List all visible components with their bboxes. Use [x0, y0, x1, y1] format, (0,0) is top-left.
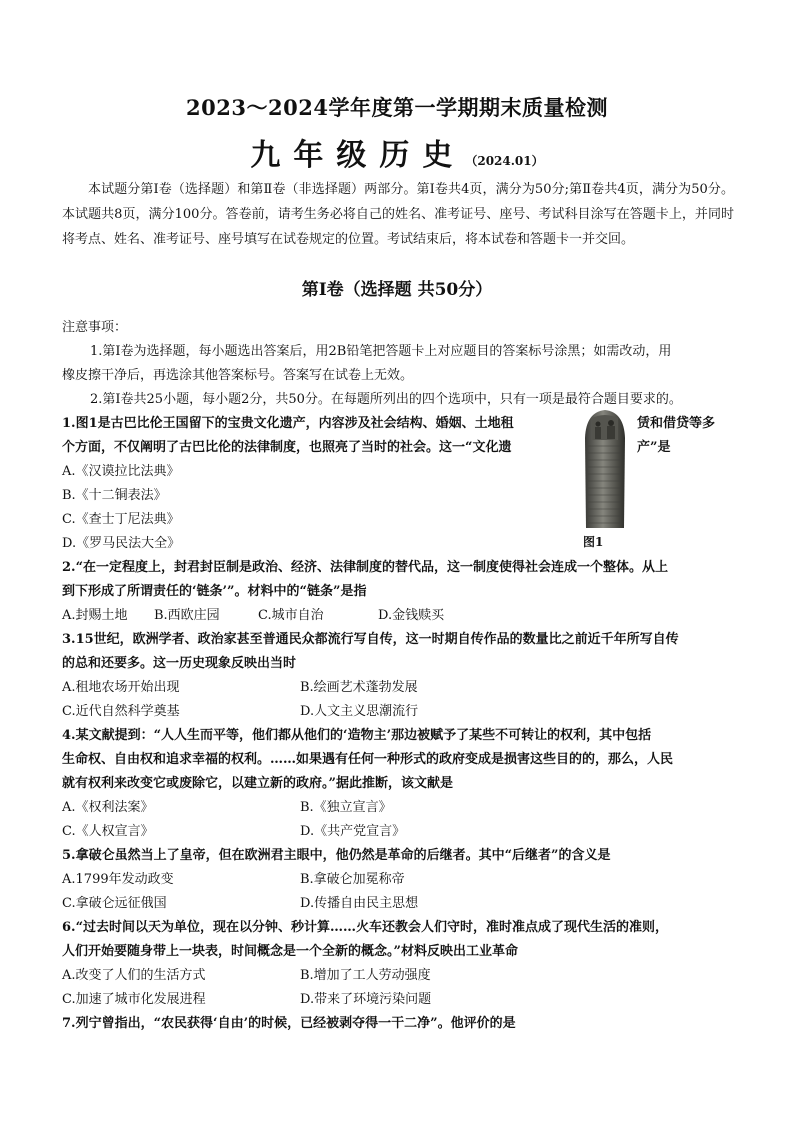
intro-line: 题卡一并交回。	[543, 232, 635, 247]
q6-option-d[interactable]: D.带来了环境污染问题	[300, 992, 432, 1007]
q4-stem-line-1: 4.某文献提到：“人人生而平等，他们都从他们的‘造物主’那边被赋予了某些不可转让的权利，其中包括	[62, 728, 652, 743]
q5-option-c[interactable]: C.拿破仑远征俄国	[62, 896, 167, 911]
intro-line: 涂写在答题卡上，并同时将考点、姓名、准考证号、座号填写在试卷规定的位置。考试结束后，将本试卷和答	[62, 207, 734, 247]
q5-option-b[interactable]: B.拿破仑加冕称帝	[300, 872, 405, 887]
exam-date: （2024.01）	[465, 154, 544, 168]
q7-stem: 7.列宁曾指出，“农民获得‘自由’的时候，已经被剥夺得一干二净”。他评价的是	[62, 1016, 516, 1031]
notes-heading: 注意事项：	[62, 320, 128, 335]
q4-option-c[interactable]: C.《人权宣言》	[62, 824, 154, 839]
q5-option-a[interactable]: A.1799年发动政变	[62, 872, 174, 887]
q4-stem-line-2: 生命权、自由权和追求幸福的权利。……如果遇有任何一种形式的政府变成是损害这些目的的，那么，人民	[62, 752, 674, 767]
intro-paragraph	[62, 177, 734, 252]
q6-option-c[interactable]: C.加速了城市化发展进程	[62, 992, 206, 1007]
q6-stem-line-2: 人们开始要随身带上一块表，时间概念是一个全新的概念。”材料反映出工业革命	[62, 944, 518, 959]
q3-option-d[interactable]: D.人文主义思潮流行	[300, 704, 419, 719]
q6-stem-line-1: 6.“过去时间以天为单位，现在以分钟、秒计算……火车还教会人们守时，准时准点成了现代生活的准则，	[62, 920, 669, 935]
q2-option-b[interactable]: B.西欧庄园	[154, 608, 220, 623]
exam-title: 2023～2024学年度第一学期期末质量检测	[186, 95, 608, 120]
q3-option-b[interactable]: B.绘画艺术蓬勃发展	[300, 680, 418, 695]
q1-option-a[interactable]: A.《汉谟拉比法典》	[62, 464, 180, 479]
note-2: 2.第Ⅰ卷共25小题，每小题2分，共50分。在每题所列出的四个选项中，只有一项是最符合题目要求的。	[90, 392, 682, 407]
q2-stem-line-1: 2.“在一定程度上，封君封臣制是政治、经济、法律制度的替代品，这一制度使得社会连成一个整体。从上	[62, 560, 669, 575]
q4-option-d[interactable]: D.《共产党宣言》	[300, 824, 406, 839]
q1-stem-line-2-right: 产”是	[637, 440, 671, 455]
q1-stem-line-1-right: 赁和借贷等多	[637, 416, 716, 431]
q1-option-c[interactable]: C.《查士丁尼法典》	[62, 512, 180, 527]
q4-option-b[interactable]: B.《独立宣言》	[300, 800, 392, 815]
q5-option-d[interactable]: D.传播自由民主思想	[300, 896, 419, 911]
subject-name: 九年级历史	[250, 138, 466, 173]
note-1-line-1: 1.第Ⅰ卷为选择题，每小题选出答案后，用2B铅笔把答题卡上对应题目的答案标号涂黑；如需改动，用	[90, 344, 672, 359]
q5-stem: 5.拿破仑虽然当上了皇帝，但在欧洲君主眼中，他仍然是革命的后继者。其中“后继者”的含义是	[62, 848, 611, 863]
q6-option-a[interactable]: A.改变了人们的生活方式	[62, 968, 206, 983]
q4-stem-line-3: 就有权利来改变它或废除它，以建立新的政府。”据此推断，该文献是	[62, 776, 453, 791]
q2-stem-line-2: 到下形成了所谓责任的‘链条’”。材料中的“链条”是指	[62, 584, 367, 599]
q3-stem-line-2: 的总和还要多。这一历史现象反映出当时	[62, 656, 297, 671]
q2-option-c[interactable]: C.城市自治	[258, 608, 324, 623]
note-1-line-2: 橡皮擦干净后，再选涂其他答案标号。答案写在试卷上无效。	[62, 368, 414, 383]
q1-option-d[interactable]: D.《罗马民法大全》	[62, 536, 181, 551]
q3-option-c[interactable]: C.近代自然科学奠基	[62, 704, 180, 719]
q2-option-d[interactable]: D.金钱赎买	[378, 608, 445, 623]
figure-1-caption: 图1	[583, 535, 604, 549]
q1-option-b[interactable]: B.《十二铜表法》	[62, 488, 167, 503]
section-title: 第Ⅰ卷（选择题 共50分）	[301, 280, 493, 300]
q6-option-b[interactable]: B.增加了工人劳动强度	[300, 968, 431, 983]
q1-stem-line-2: 个方面，不仅阐明了古巴比伦的法律制度，也照亮了当时的社会。这一“文化遗	[62, 440, 512, 455]
q3-option-a[interactable]: A.租地农场开始出现	[62, 680, 180, 695]
intro-line: 满分为50分。本试题共8页，满分100分。答卷前，请考生务必将自己的姓名、准考证号、座号、考试科目	[62, 182, 734, 222]
q2-option-a[interactable]: A.封赐土地	[62, 608, 128, 623]
intro-line: 本试题分第Ⅰ卷（选择题）和第Ⅱ卷（非选择题）两部分。第Ⅰ卷共4页，满分为50分;第Ⅱ卷共4页，	[88, 182, 652, 197]
q4-option-a[interactable]: A.《权利法案》	[62, 800, 154, 815]
subject-title	[0, 130, 794, 174]
q1-stem-line-1: 1.图1是古巴比伦王国留下的宝贵文化遗产，内容涉及社会结构、婚姻、土地租	[62, 416, 514, 431]
q3-stem-line-1: 3.15世纪，欧洲学者、政治家甚至普通民众都流行写自传，这一时期自传作品的数量比之前近千年所写自传	[62, 632, 679, 647]
hammurabi-stele-image	[580, 408, 630, 530]
